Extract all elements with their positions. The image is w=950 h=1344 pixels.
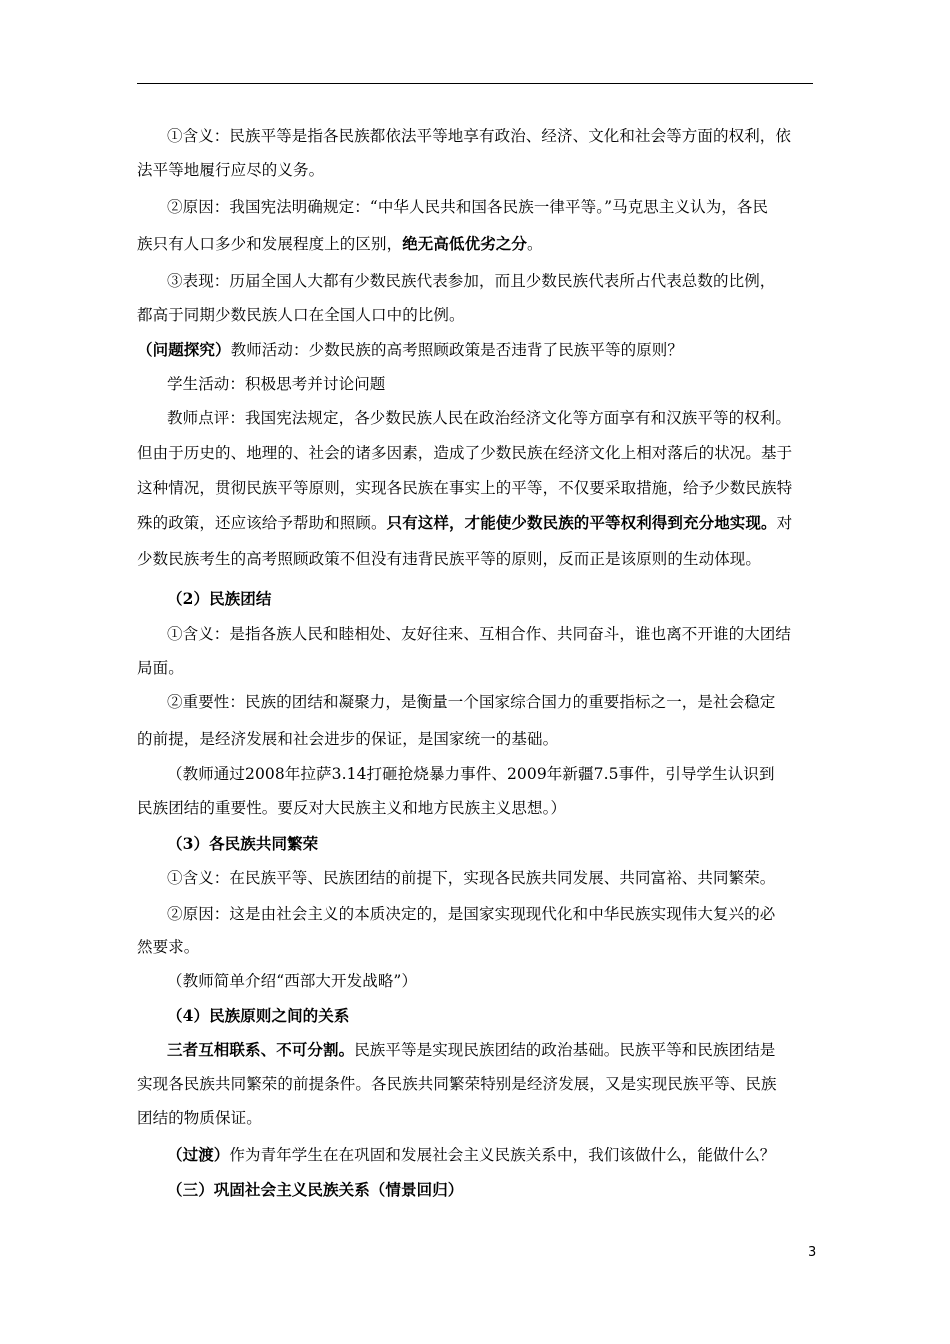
bold-text: （3）各民族共同繁荣 (167, 834, 319, 853)
text-line (167, 589, 817, 609)
text-segment: ②原因：这是由社会主义的本质决定的，是国家实现现代化和中华民族实现伟大复兴的必 (167, 905, 776, 923)
bold-text: 绝无高低优劣之分 (402, 234, 528, 253)
text-line (137, 443, 817, 463)
bold-text: （三）巩固社会主义民族关系（情景回归） (167, 1180, 464, 1199)
text-segment: 但由于历史的、地理的、社会的诸多因素，造成了少数民族在经济文化上相对落后的状况。基于 (137, 444, 793, 462)
text-segment: 教师活动：少数民族的高考照顾政策是否违背了民族平等的原则？ (230, 341, 684, 359)
text-segment: ①含义：是指各族人民和睦相处、友好往来、互相合作、共同奋斗，谁也离不开谁的大团结 (167, 625, 792, 643)
text-line (167, 834, 817, 854)
text-line (167, 1180, 817, 1200)
text-segment: 教师点评：我国宪法规定，各少数民族人民在政治经济文化等方面享有和汉族平等的权利。 (167, 409, 792, 427)
text-segment: 。 (527, 235, 543, 253)
text-segment: ①含义：民族平等是指各民族都依法平等地享有政治、经济、文化和社会等方面的权利，依 (167, 127, 792, 145)
text-segment: ②原因：我国宪法明确规定：“中华人民共和国各民族一律平等。”马克思主义认为，各民 (167, 198, 769, 216)
text-line (167, 904, 817, 924)
header-rule (137, 83, 813, 84)
text-segment: 学生活动：积极思考并讨论问题 (167, 375, 386, 393)
text-segment: 法平等地履行应尽的义务。 (137, 161, 325, 179)
text-line (167, 971, 817, 991)
text-segment: ③表现：历届全国人大都有少数民族代表参加，而且少数民族代表所占代表总数的比例， (167, 272, 776, 290)
text-line (137, 234, 817, 254)
text-segment: 民族平等是实现民族团结的政治基础。民族平等和民族团结是 (354, 1041, 776, 1059)
text-line (167, 1006, 817, 1026)
text-segment: （教师简单介绍“西部大开发战略”） (167, 972, 418, 990)
text-line (167, 1040, 817, 1060)
text-segment: ①含义：在民族平等、民族团结的前提下，实现各民族共同发展、共同富裕、共同繁荣。 (167, 869, 776, 887)
text-line (167, 408, 817, 428)
text-line (137, 937, 817, 957)
text-segment: 实现各民族共同繁荣的前提条件。各民族共同繁荣特别是经济发展，又是实现民族平等、民族 (137, 1075, 777, 1093)
text-segment: 民族团结的重要性。要反对大民族主义和地方民族主义思想。） (137, 799, 567, 817)
text-segment: 殊的政策，还应该给予帮助和照顾。 (137, 514, 387, 532)
text-segment: 族只有人口多少和发展程度上的区别， (137, 235, 403, 253)
text-segment: 对 (776, 514, 793, 532)
text-line (167, 624, 817, 644)
text-segment: ②重要性：民族的团结和凝聚力，是衡量一个国家综合国力的重要指标之一，是社会稳定 (167, 693, 776, 711)
text-line (167, 764, 817, 784)
bold-text: （问题探究） (137, 340, 231, 359)
text-segment: 这种情况，贯彻民族平等原则，实现各民族在事实上的平等，不仅要采取措施，给予少数民族特 (137, 479, 793, 497)
bold-text: 只有这样，才能使少数民族的平等权利得到充分地实现。 (386, 513, 777, 532)
text-line (137, 798, 817, 818)
text-line (137, 1108, 817, 1128)
text-segment: 作为青年学生在在巩固和发展社会主义民族关系中，我们该做什么，能做什么？ (229, 1146, 776, 1164)
text-line (167, 692, 817, 712)
text-segment: 的前提，是经济发展和社会进步的保证，是国家统一的基础。 (137, 730, 559, 748)
text-segment: 团结的物质保证。 (137, 1109, 262, 1127)
text-segment: 然要求。 (137, 938, 200, 956)
text-segment: 都高于同期少数民族人口在全国人口中的比例。 (137, 306, 465, 324)
text-line (137, 478, 817, 498)
text-line (137, 658, 817, 678)
text-line (167, 126, 817, 146)
text-line (137, 513, 817, 533)
text-segment: 局面。 (137, 659, 184, 677)
text-line (137, 729, 817, 749)
text-line (137, 549, 817, 569)
bold-text: （过渡） (167, 1145, 230, 1164)
text-segment: 少数民族考生的高考照顾政策不但没有违背民族平等的原则，反而正是该原则的生动体现。 (137, 550, 762, 568)
text-line (137, 340, 817, 360)
text-line (137, 305, 817, 325)
page-number: 3 (808, 1245, 817, 1260)
text-segment: （教师通过2008年拉萨3.14打砸抢烧暴力事件、2009年新疆7.5事件，引导学生认识到 (167, 765, 775, 783)
text-line (137, 1074, 817, 1094)
text-line (167, 374, 817, 394)
text-line (167, 271, 817, 291)
bold-text: （4）民族原则之间的关系 (167, 1006, 350, 1025)
text-line (167, 1145, 817, 1165)
text-line (137, 160, 817, 180)
text-line (167, 868, 817, 888)
text-line (167, 197, 817, 217)
bold-text: 三者互相联系、不可分割。 (167, 1040, 355, 1059)
bold-text: （2）民族团结 (167, 589, 272, 608)
